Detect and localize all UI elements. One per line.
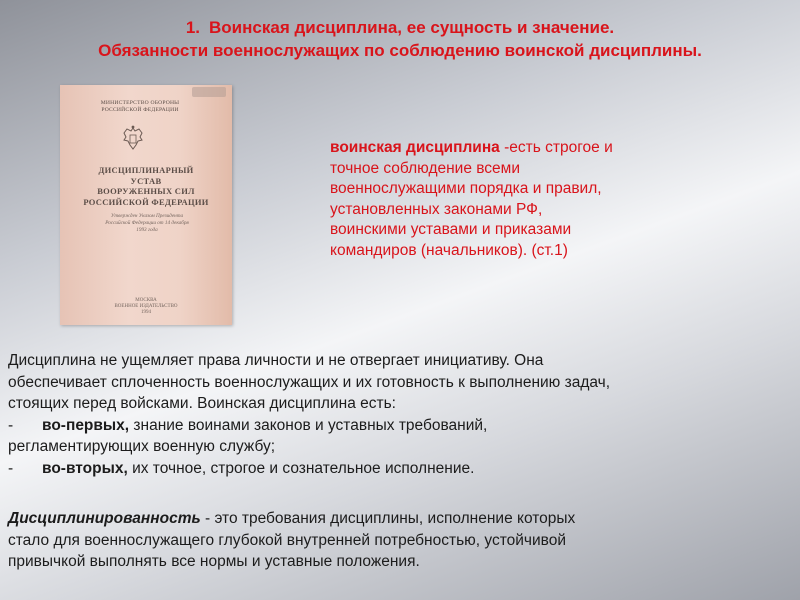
- definition-line-1-rest: -есть строгое и: [499, 139, 613, 156]
- list-item-first-continuation: регламентирующих военную службу;: [8, 438, 276, 455]
- discipline-definition: [330, 138, 710, 261]
- list-item-second-text: их точное, строгое и сознательное исполнение.: [127, 459, 475, 477]
- definition-line-5: воинскими уставами и приказами: [330, 221, 572, 238]
- book-approval-line-2: Российской Федерации от 14 декабря: [105, 219, 189, 226]
- book-ministry-line-2: РОССИЙСКОЙ ФЕДЕРАЦИИ: [101, 107, 179, 113]
- slide-title-line-2: Обязанности военнослужащих по соблюдению воинской дисциплины.: [98, 41, 702, 60]
- book-title-line-2: УСТАВ: [130, 175, 162, 186]
- list-item-second-lead: во-вторых,: [42, 459, 128, 477]
- conclusion-term: Дисциплинированность: [8, 510, 201, 527]
- book-approval-line-3: 1993 года: [136, 226, 158, 233]
- book-imprint-line-1: МОСКВА: [135, 298, 157, 303]
- list-item-first-text: знание воинами законов и уставных требований,: [129, 416, 488, 434]
- list-item-first: [8, 415, 793, 437]
- slide-title: [0, 16, 800, 62]
- definition-term: воинская дисциплина: [330, 139, 500, 156]
- book-imprint: [60, 298, 232, 316]
- definition-line-3: военнослужащими порядка и правил,: [330, 180, 602, 197]
- definition-line-6: командиров (начальников). (ст.1): [330, 241, 568, 259]
- list-dash: -: [8, 459, 14, 477]
- book-title-line-1: ДИСЦИПЛИНАРНЫЙ: [98, 165, 194, 175]
- conclusion-line-1: [8, 508, 793, 530]
- title-number: 1.: [185, 18, 201, 37]
- definition-line-2: точное соблюдение всеми: [330, 159, 520, 177]
- conclusion-line-3: привычкой выполнять все нормы и уставные положения.: [8, 553, 420, 570]
- book-approval-line-1: Утвержден Указом Президента: [110, 213, 184, 219]
- book-imprint-line-3: 1994: [141, 310, 151, 315]
- book-title: [60, 165, 232, 207]
- book-ministry-line-1: МИНИСТЕРСТВО ОБОРОНЫ: [100, 100, 180, 106]
- body-line-1: Дисциплина не ущемляет права личности и не отвергает инициативу. Она: [8, 352, 544, 369]
- book-ministry: [60, 100, 220, 114]
- book-imprint-line-2: ВОЕННОЕ ИЗДАТЕЛЬСТВО: [114, 304, 178, 309]
- disciplinary-charter-cover-image: [60, 85, 232, 325]
- list-dash: -: [8, 416, 14, 434]
- list-item-first-lead: во-первых,: [42, 416, 130, 434]
- book-title-line-3: ВООРУЖЕННЫХ СИЛ: [97, 186, 195, 196]
- discipline-explanation: [8, 350, 793, 479]
- title-text-1: Воинская дисциплина, ее сущность и значение.: [209, 18, 615, 37]
- library-stamp: [192, 87, 226, 97]
- disciplinedness-definition: [8, 508, 793, 573]
- body-line-2: обеспечивает сплоченность военнослужащих и их готовность к выполнению задач,: [8, 373, 611, 391]
- conclusion-line-1-rest: - это требования дисциплины, исполнение которых: [200, 510, 576, 527]
- definition-line-1: [330, 138, 710, 159]
- book-title-line-4: РОССИЙСКОЙ ФЕДЕРАЦИИ: [83, 196, 209, 207]
- list-item-second: [8, 458, 793, 480]
- conclusion-line-2: стало для военнослужащего глубокой внутренней потребностью, устойчивой: [8, 531, 566, 549]
- definition-line-4: установленных законами РФ,: [330, 200, 543, 218]
- double-headed-eagle-icon: [121, 125, 145, 153]
- body-line-3: стоящих перед войсками. Воинская дисциплина есть:: [8, 395, 396, 412]
- book-approval-note: [82, 213, 212, 233]
- slide-title-line-1: [0, 16, 800, 39]
